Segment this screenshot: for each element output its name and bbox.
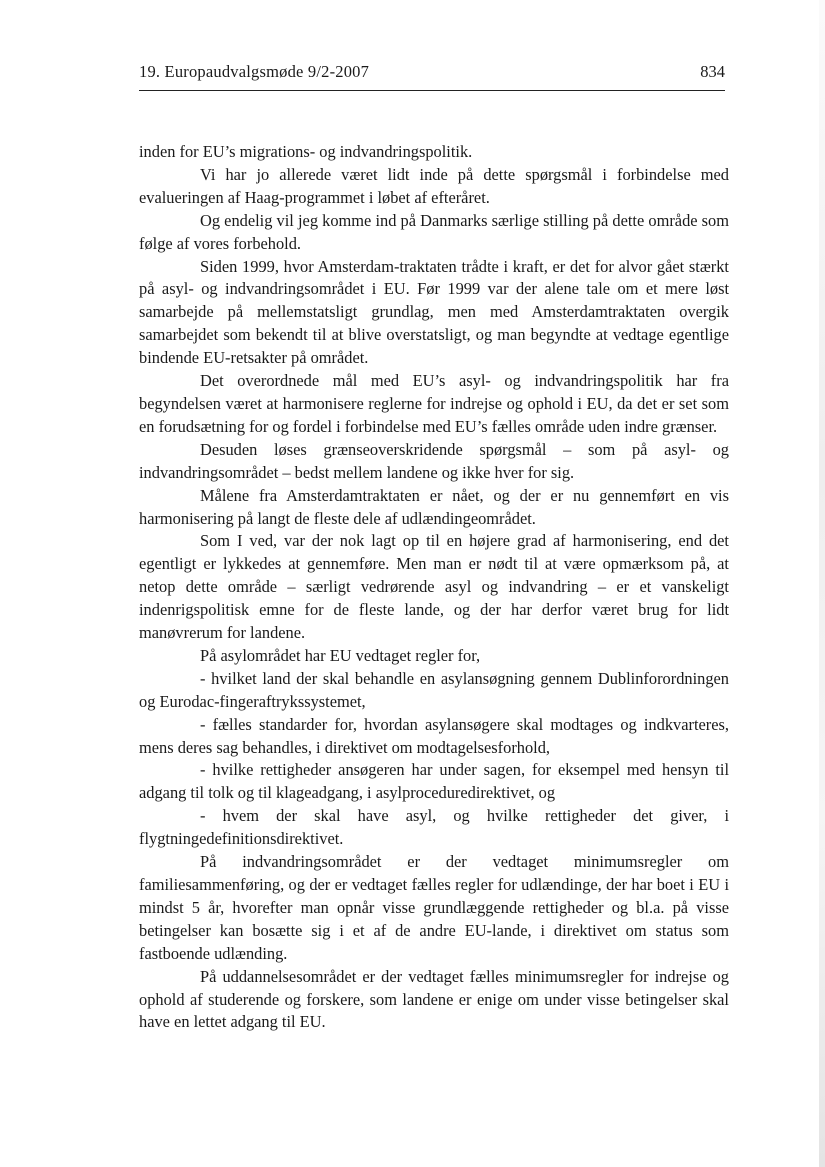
list-item: - hvilke rettigheder ansøgeren har under sagen, for eksempel med hensyn til adgang til tolk og til klageadgang, i asylproceduredirektivet, og — [139, 760, 729, 803]
paragraph: Vi har jo allerede været lidt inde på dette spørgsmål i forbindelse med evalueringen af Haag-programmet i løbet af efteråret. — [139, 164, 729, 207]
paragraph: Siden 1999, hvor Amsterdam-traktaten trådte i kraft, er det for alvor gået stærkt på asyl- og indvandringsområdet i EU. Før 1999 var der alene tale om et mere løst samarbejde på mellemstatsligt grundlag, men med Amsterdamtraktaten overgik samarbejdet som bekendt til at blive overstatsligt, og man begyndte at vedtage egentlige bindende EU-retsakter på området. — [139, 256, 729, 368]
paragraph: På indvandringsområdet er der vedtaget minimumsregler om familiesammenføring, og der er vedtaget fælles regler for udlændinge, der har boet i EU i mindst 5 år, hvorefter man opnår visse grundlæggende rettigheder og bl.a. på visse betingelser kan bosætte sig i et af de andre EU-lande, i direktivet om status som fastboende udlænding. — [139, 852, 729, 963]
body-text — [139, 141, 729, 1034]
header-title: 19. Europaudvalgsmøde 9/2-2007 — [139, 62, 370, 81]
paragraph: Som I ved, var der nok lagt op til en højere grad af harmonisering, end det egentligt er lykkedes at gennemføre. Men man er nødt til at være opmærksom på, at netop dette område – særligt vedrørende asyl og indvandring – er et vanskeligt indenrigspolitisk emne for de fleste lande, og der har derfor været brug for lidt manøvrerum for landene. — [139, 531, 729, 643]
scan-edge — [819, 0, 825, 1167]
paragraph: Og endelig vil jeg komme ind på Danmarks særlige stilling på dette område som følge af vores forbehold. — [139, 210, 729, 253]
paragraph: På asylområdet har EU vedtaget regler for, — [200, 645, 481, 665]
paragraph: På uddannelsesområdet er der vedtaget fælles minimumsregler for indrejse og ophold af studerende og forskere, som landene er enige om under visse betingelser skal have en lettet adgang til EU. — [139, 966, 729, 1032]
paragraph: inden for EU’s migrations- og indvandringspolitik. — [139, 142, 473, 161]
list-item: - fælles standarder for, hvordan asylansøgere skal modtages og indkvarteres, mens deres sag behandles, i direktivet om modtagelsesforhold, — [139, 714, 729, 757]
list-item: - hvilket land der skal behandle en asylansøgning gennem Dublinforordningen og Eurodac-fingeraftrykssystemet, — [139, 668, 729, 711]
page-header — [139, 62, 725, 91]
list-item: - hvem der skal have asyl, og hvilke rettigheder det giver, i flygtningedefinitionsdirektivet. — [139, 806, 729, 849]
paragraph: Desuden løses grænseoverskridende spørgsmål – som på asyl- og indvandringsområdet – bedst mellem landene og ikke hver for sig. — [139, 439, 729, 482]
paragraph: Målene fra Amsterdamtraktaten er nået, og der er nu gennemført en vis harmonisering på langt de fleste dele af udlændingeområdet. — [139, 485, 729, 528]
paragraph: Det overordnede mål med EU’s asyl- og indvandringspolitik har fra begyndelsen været at harmonisere reglerne for indrejse og ophold i EU, da det er set som en forudsætning for og fordel i forbindelse med EU’s fælles område uden indre grænser. — [139, 371, 729, 436]
page-number: 834 — [700, 62, 725, 81]
